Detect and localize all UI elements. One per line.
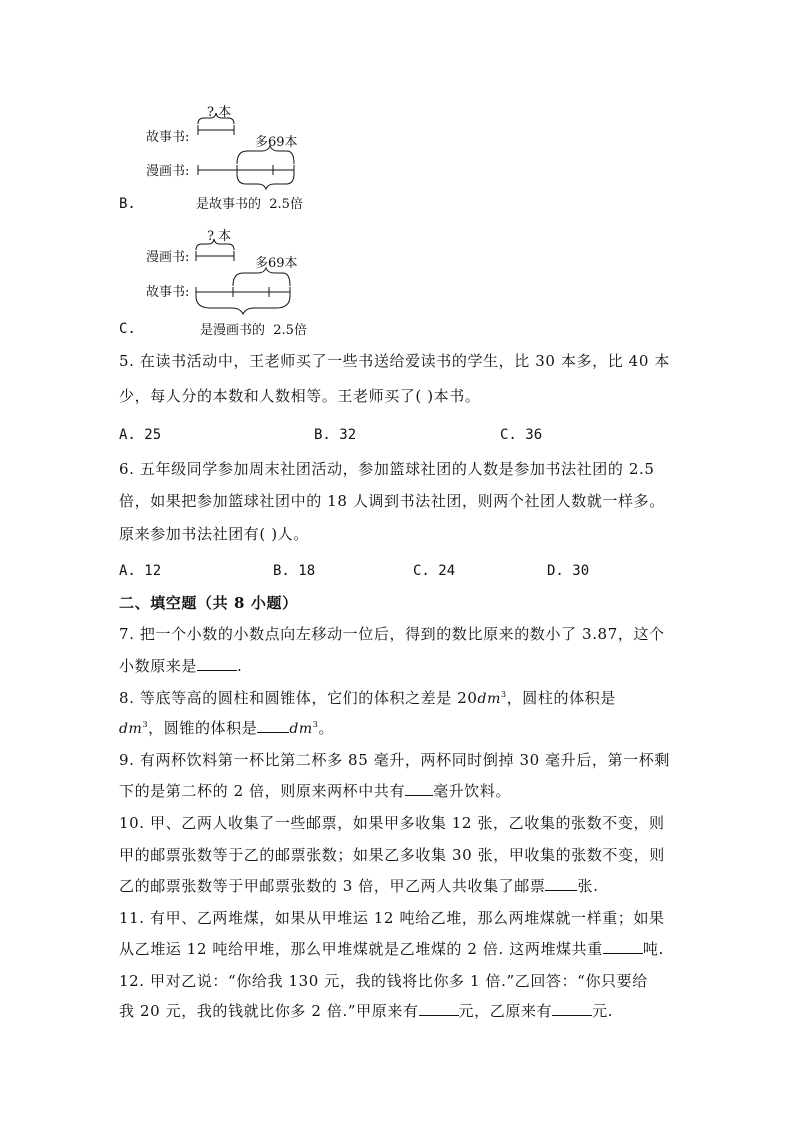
comic-row-label: 漫画书: <box>146 250 190 265</box>
question-text-line: 8. 等底等高的圆柱和圆锥体，它们的体积之差是 $20dm^3$，圆柱的体积是 <box>119 689 616 707</box>
question-text-line: 少，每人分的本数和人数相等。王老师买了( )本书。 <box>119 387 481 405</box>
question-text-line: 从乙堆运 12 吨给甲堆，那么甲堆煤就是乙堆煤的 2 倍. 这两堆煤共重 吨. <box>119 940 664 958</box>
question-text-line: 7. 把一个小数的小数点向左移动一位后，得到的数比原来的数小了 3.87，这个 <box>119 625 665 643</box>
option-c[interactable]: C. 36 <box>500 427 543 443</box>
multiple-label: 是故事书的 2.5倍 <box>196 197 303 212</box>
difference-label: 多69本 <box>255 256 298 271</box>
option-b-letter: B. <box>119 196 136 212</box>
storybook-row-label: 故事书: <box>146 130 190 145</box>
option-c-letter: C. <box>119 321 136 337</box>
option-a[interactable]: A. 12 <box>119 563 162 579</box>
answer-blank[interactable] <box>545 876 577 891</box>
multiple-label: 是漫画书的 2.5倍 <box>200 323 307 338</box>
question-text-line: 9. 有两杯饮料第一杯比第二杯多 85 毫升，两杯同时倒掉 30 毫升后，第一杯剩 <box>119 751 670 769</box>
question-text-line: 甲的邮票张数等于乙的邮票张数；如果乙多收集 30 张，甲收集的张数不变，则 <box>119 846 665 864</box>
question-text-line: 10. 甲、乙两人收集了一些邮票，如果甲多收集 12 张，乙收集的张数不变，则 <box>119 814 665 832</box>
answer-blank[interactable] <box>197 656 237 671</box>
question-text-line: $dm^3$，圆锥的体积是 $dm^3$。 <box>119 719 335 737</box>
diagram-c-lines <box>0 0 794 340</box>
question-text-line: 12. 甲对乙说：“你给我 130 元，我的钱将比你多 1 倍.”乙回答：“你只要给 <box>119 972 648 990</box>
option-b[interactable]: B. 32 <box>314 427 357 443</box>
question-text-line: 倍，如果把参加篮球社团中的 18 人调到书法社团，则两个社团人数就一样多。 <box>119 492 665 510</box>
option-a[interactable]: A. 25 <box>119 427 162 443</box>
answer-blank[interactable] <box>603 939 643 954</box>
difference-label: 多69本 <box>255 135 298 150</box>
comic-row-label: 漫画书: <box>146 164 190 179</box>
question-text-line: 小数原来是 . <box>119 657 243 675</box>
option-d[interactable]: D. 30 <box>547 563 590 579</box>
section-title: 二、填空题（共 8 小题） <box>119 594 298 612</box>
question-text-line: 11. 有甲、乙两堆煤，如果从甲堆运 12 吨给乙堆，那么两堆煤就一样重；如果 <box>119 909 665 927</box>
answer-blank[interactable] <box>405 781 433 796</box>
storybook-row-label: 故事书: <box>146 285 190 300</box>
answer-blank[interactable] <box>552 1001 592 1016</box>
question-mark-label: ? 本 <box>207 229 232 244</box>
question-text-line: 5. 在读书活动中，王老师买了一些书送给爱读书的学生，比 30 本多，比 40 本 <box>119 352 670 370</box>
option-b[interactable]: B. 18 <box>273 563 316 579</box>
question-text-line: 原来参加书法社团有( )人。 <box>119 525 309 543</box>
question-text-line: 乙的邮票张数等于甲邮票张数的 3 倍，甲乙两人共收集了邮票 张. <box>119 877 599 895</box>
question-text-line: 我 20 元，我的钱就比你多 2 倍.”甲原来有 元，乙原来有 元. <box>119 1002 614 1020</box>
answer-blank[interactable] <box>419 1001 459 1016</box>
question-text-line: 下的是第二杯的 2 倍，则原来两杯中共有 毫升饮料。 <box>119 782 512 800</box>
question-text-line: 6. 五年级同学参加周末社团活动，参加篮球社团的人数是参加书法社团的 2.5 <box>119 460 655 478</box>
answer-blank[interactable] <box>257 718 289 733</box>
option-c[interactable]: C. 24 <box>413 563 456 579</box>
question-mark-label: ? 本 <box>207 105 232 120</box>
